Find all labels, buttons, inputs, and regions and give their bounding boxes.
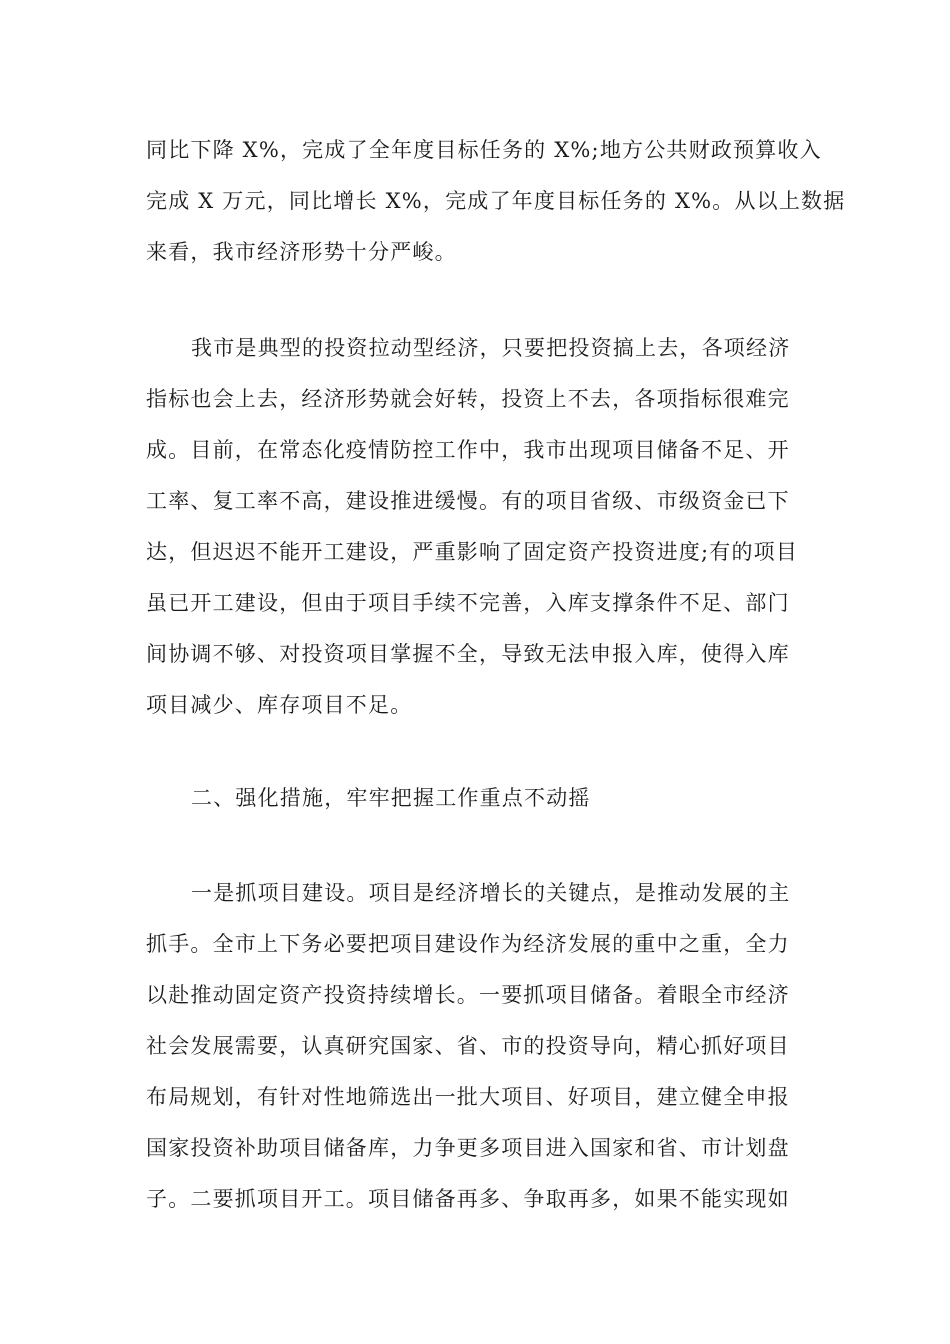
text-line: 国家投资补助项目储备库，力争更多项目进入国家和省、市计划盘 (146, 1136, 790, 1160)
text-line: 虽已开工建设，但由于项目手续不完善，入库支撑条件不足、部门 (146, 591, 790, 615)
text-line: 社会发展需要，认真研究国家、省、市的投资导向，精心抓好项目 (146, 1034, 790, 1058)
text-line: 工率、复工率不高，建设推进缓慢。有的项目省级、市级资金已下 (146, 489, 790, 513)
text-line: 完成 X 万元，同比增长 X%，完成了年度目标任务的 X%。从以上数据 (146, 189, 846, 213)
text-line: 达，但迟迟不能开工建设，严重影响了固定资产投资进度;有的项目 (146, 540, 799, 564)
text-line: 项目减少、库存项目不足。 (146, 693, 413, 717)
section-heading-text: 二、强化措施，牢牢把握工作重点不动摇 (191, 786, 591, 810)
text-line: 布局规划，有针对性地筛选出一批大项目、好项目，建立健全申报 (146, 1085, 790, 1109)
text-line: 我市是典型的投资拉动型经济，只要把投资搞上去，各项经济 (191, 336, 791, 360)
text-line: 以赴推动固定资产投资持续增长。一要抓项目储备。着眼全市经济 (146, 983, 790, 1007)
text-line: 抓手。全市上下务必要把项目建设作为经济发展的重中之重，全力 (146, 932, 790, 956)
paragraph-continuation (146, 125, 846, 278)
text-line: 来看，我市经济形势十分严峻。 (146, 240, 457, 264)
paragraph-project-construction (146, 868, 806, 1225)
text-line: 子。二要抓项目开工。项目储备再多、争取再多，如果不能实现如 (146, 1187, 790, 1211)
text-line: 成。目前，在常态化疫情防控工作中，我市出现项目储备不足、开 (146, 438, 790, 462)
paragraph-investment-economy (146, 323, 806, 731)
text-line: 指标也会上去，经济形势就会好转，投资上不去，各项指标很难完 (146, 387, 790, 411)
section-heading (146, 773, 806, 824)
text-line: 间协调不够、对投资项目掌握不全，导致无法申报入库，使得入库 (146, 642, 790, 666)
text-line: 一是抓项目建设。项目是经济增长的关键点，是推动发展的主 (191, 881, 791, 905)
text-line: 同比下降 X%，完成了全年度目标任务的 X%;地方公共财政预算收入 (146, 138, 822, 162)
